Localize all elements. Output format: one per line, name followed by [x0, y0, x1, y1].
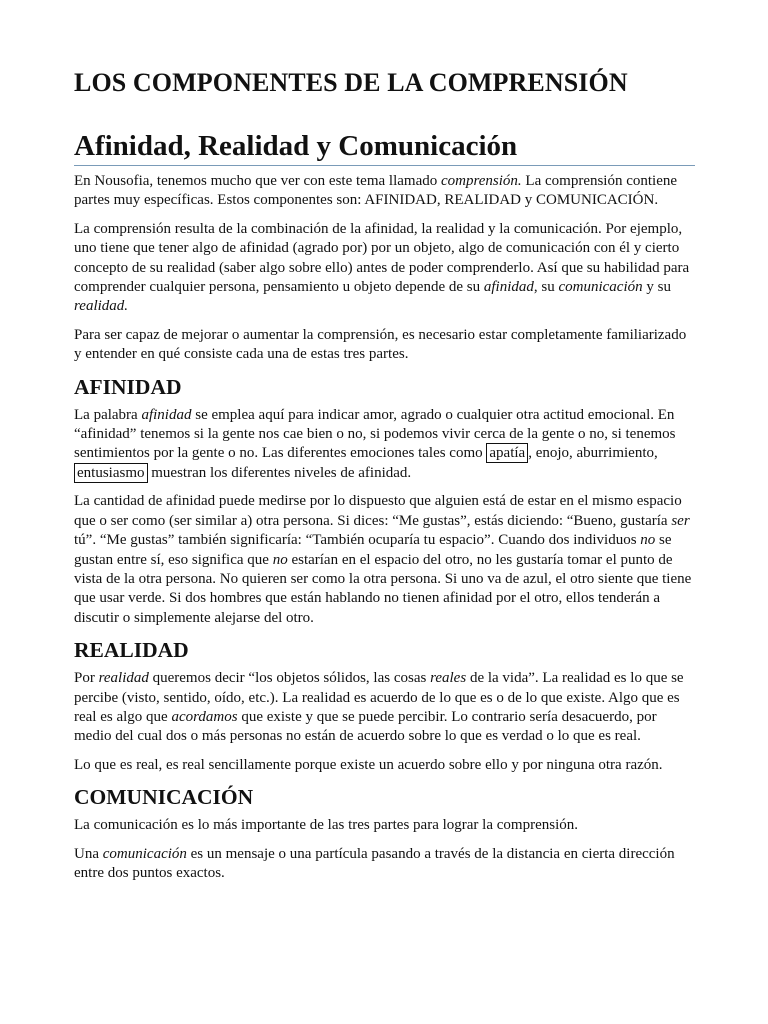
- emphasis: no: [272, 551, 288, 568]
- text-run: , enojo, aburrimiento,: [528, 445, 658, 462]
- emphasis: reales: [430, 670, 467, 687]
- text-run: En Nousofia, tenemos mucho que ver con este tema llamado: [74, 173, 441, 189]
- emphasis: comprensión.: [440, 173, 522, 189]
- afinidad-paragraph-1: [74, 406, 696, 484]
- emphasis: realidad: [98, 670, 149, 687]
- highlight-box-entusiasmo: entusiasmo: [74, 463, 148, 483]
- emphasis: afinidad: [483, 279, 534, 296]
- text-run: queremos decir “los objetos sólidos, las cosas: [148, 670, 431, 687]
- highlight-box-apatia: apatía: [486, 443, 528, 463]
- comunicacion-paragraph-2: [74, 845, 696, 884]
- document-body: [74, 172, 696, 892]
- text-run: La palabra: [74, 406, 142, 423]
- text-run: se gustan entre sí, eso significa que: [74, 532, 672, 568]
- text-run: que existe y que se puede percibir. Lo contrario sería desacuerdo, por medio del cual dos o más personas no están de acuerdo sobre lo que es verdad o lo que es real.: [74, 708, 657, 745]
- intro-paragraph-1: [74, 172, 696, 211]
- text-run: y su: [642, 279, 671, 296]
- text-run: La comprensión resulta de la combinación de la afinidad, la realidad y la comunicación. Por ejemplo, uno tiene que tener algo de afinidad (agrado por) por un objeto, algo de comunicación con él y cierto concepto de su realidad (saber algo sobre ello) antes de poder comprenderlo. Así que su habilidad para comprender cualquier persona, pensamiento u objeto depende de su: [74, 220, 690, 296]
- emphasis: comunicación: [558, 279, 643, 296]
- emphasis: afinidad: [141, 406, 192, 423]
- text-run: , su: [533, 279, 559, 296]
- text-run: Una: [74, 845, 103, 862]
- emphasis: acordamos: [171, 708, 238, 725]
- heading-comunicacion: COMUNICACIÓN: [74, 785, 254, 810]
- emphasis: no: [640, 532, 656, 549]
- section-subtitle: Afinidad, Realidad y Comunicación: [74, 130, 695, 166]
- text-run: Por: [74, 670, 99, 687]
- text-run: La cantidad de afinidad puede medirse por lo dispuesto que alguien está de estar en el mismo espacio que o ser como (ser similar a) otra persona. Si dices: “Me gustas”, estás diciendo: “Bueno, gustaría: [74, 493, 682, 529]
- emphasis: comunicación: [102, 845, 187, 862]
- text-run: tú”. “Me gustas” también significaría: “También ocuparía tu espacio”. Cuando dos individuos: [74, 532, 641, 549]
- text-run: es un mensaje o una partícula pasando a través de la distancia en cierta dirección entre dos puntos exactos.: [74, 845, 675, 881]
- heading-afinidad: AFINIDAD: [74, 374, 182, 399]
- text-run: La comprensión contiene partes muy específicas. Estos componentes son: AFINIDAD, REALIDAD y COMUNICACIÓN.: [74, 173, 678, 209]
- intro-paragraph-3: Para ser capaz de mejorar o aumentar la comprensión, es necesario estar completamente familiarizado y entender en qué consiste cada una de estas tres partes.: [74, 326, 687, 363]
- text-run: estarían en el espacio del otro, no les gustaría tomar el punto de vista de la otra persona. No quieren ser como la otra persona. Si uno va de azul, el otro siente que tiene que usar verde. Si dos hombres que están hablando no tienen afinidad por el otro, ellos tenderán a discutir o simplemente alejarse del otro.: [74, 551, 692, 626]
- heading-realidad: REALIDAD: [74, 638, 189, 663]
- comunicacion-paragraph-1: La comunicación es lo más importante de las tres partes para lograr la comprensión.: [74, 817, 578, 834]
- intro-paragraph-2: [74, 220, 696, 317]
- realidad-paragraph-1: [74, 669, 696, 747]
- afinidad-paragraph-2: [74, 492, 696, 628]
- emphasis: ser: [671, 512, 690, 529]
- page-title: LOS COMPONENTES DE LA COMPRENSIÓN: [74, 68, 628, 97]
- text-run: de la vida”. La realidad es lo que se percibe (visto, sentido, oído, etc.). La realidad es acuerdo de lo que es o de lo que existe. Algo que es real es algo que: [74, 670, 684, 725]
- realidad-paragraph-2: Lo que es real, es real sencillamente porque existe un acuerdo sobre ello y por ninguna otra razón.: [74, 756, 663, 773]
- text-run: muestran los diferentes niveles de afinidad.: [147, 464, 412, 481]
- emphasis: realidad.: [74, 298, 129, 315]
- text-run: se emplea aquí para indicar amor, agrado o cualquier otra actitud emocional. En “afinidad” tenemos si la gente nos cae bien o no, si podemos vivir cerca de la gente o no, si tenemos sentimientos por la gente o no. Las diferentes emociones tales como: [74, 406, 676, 462]
